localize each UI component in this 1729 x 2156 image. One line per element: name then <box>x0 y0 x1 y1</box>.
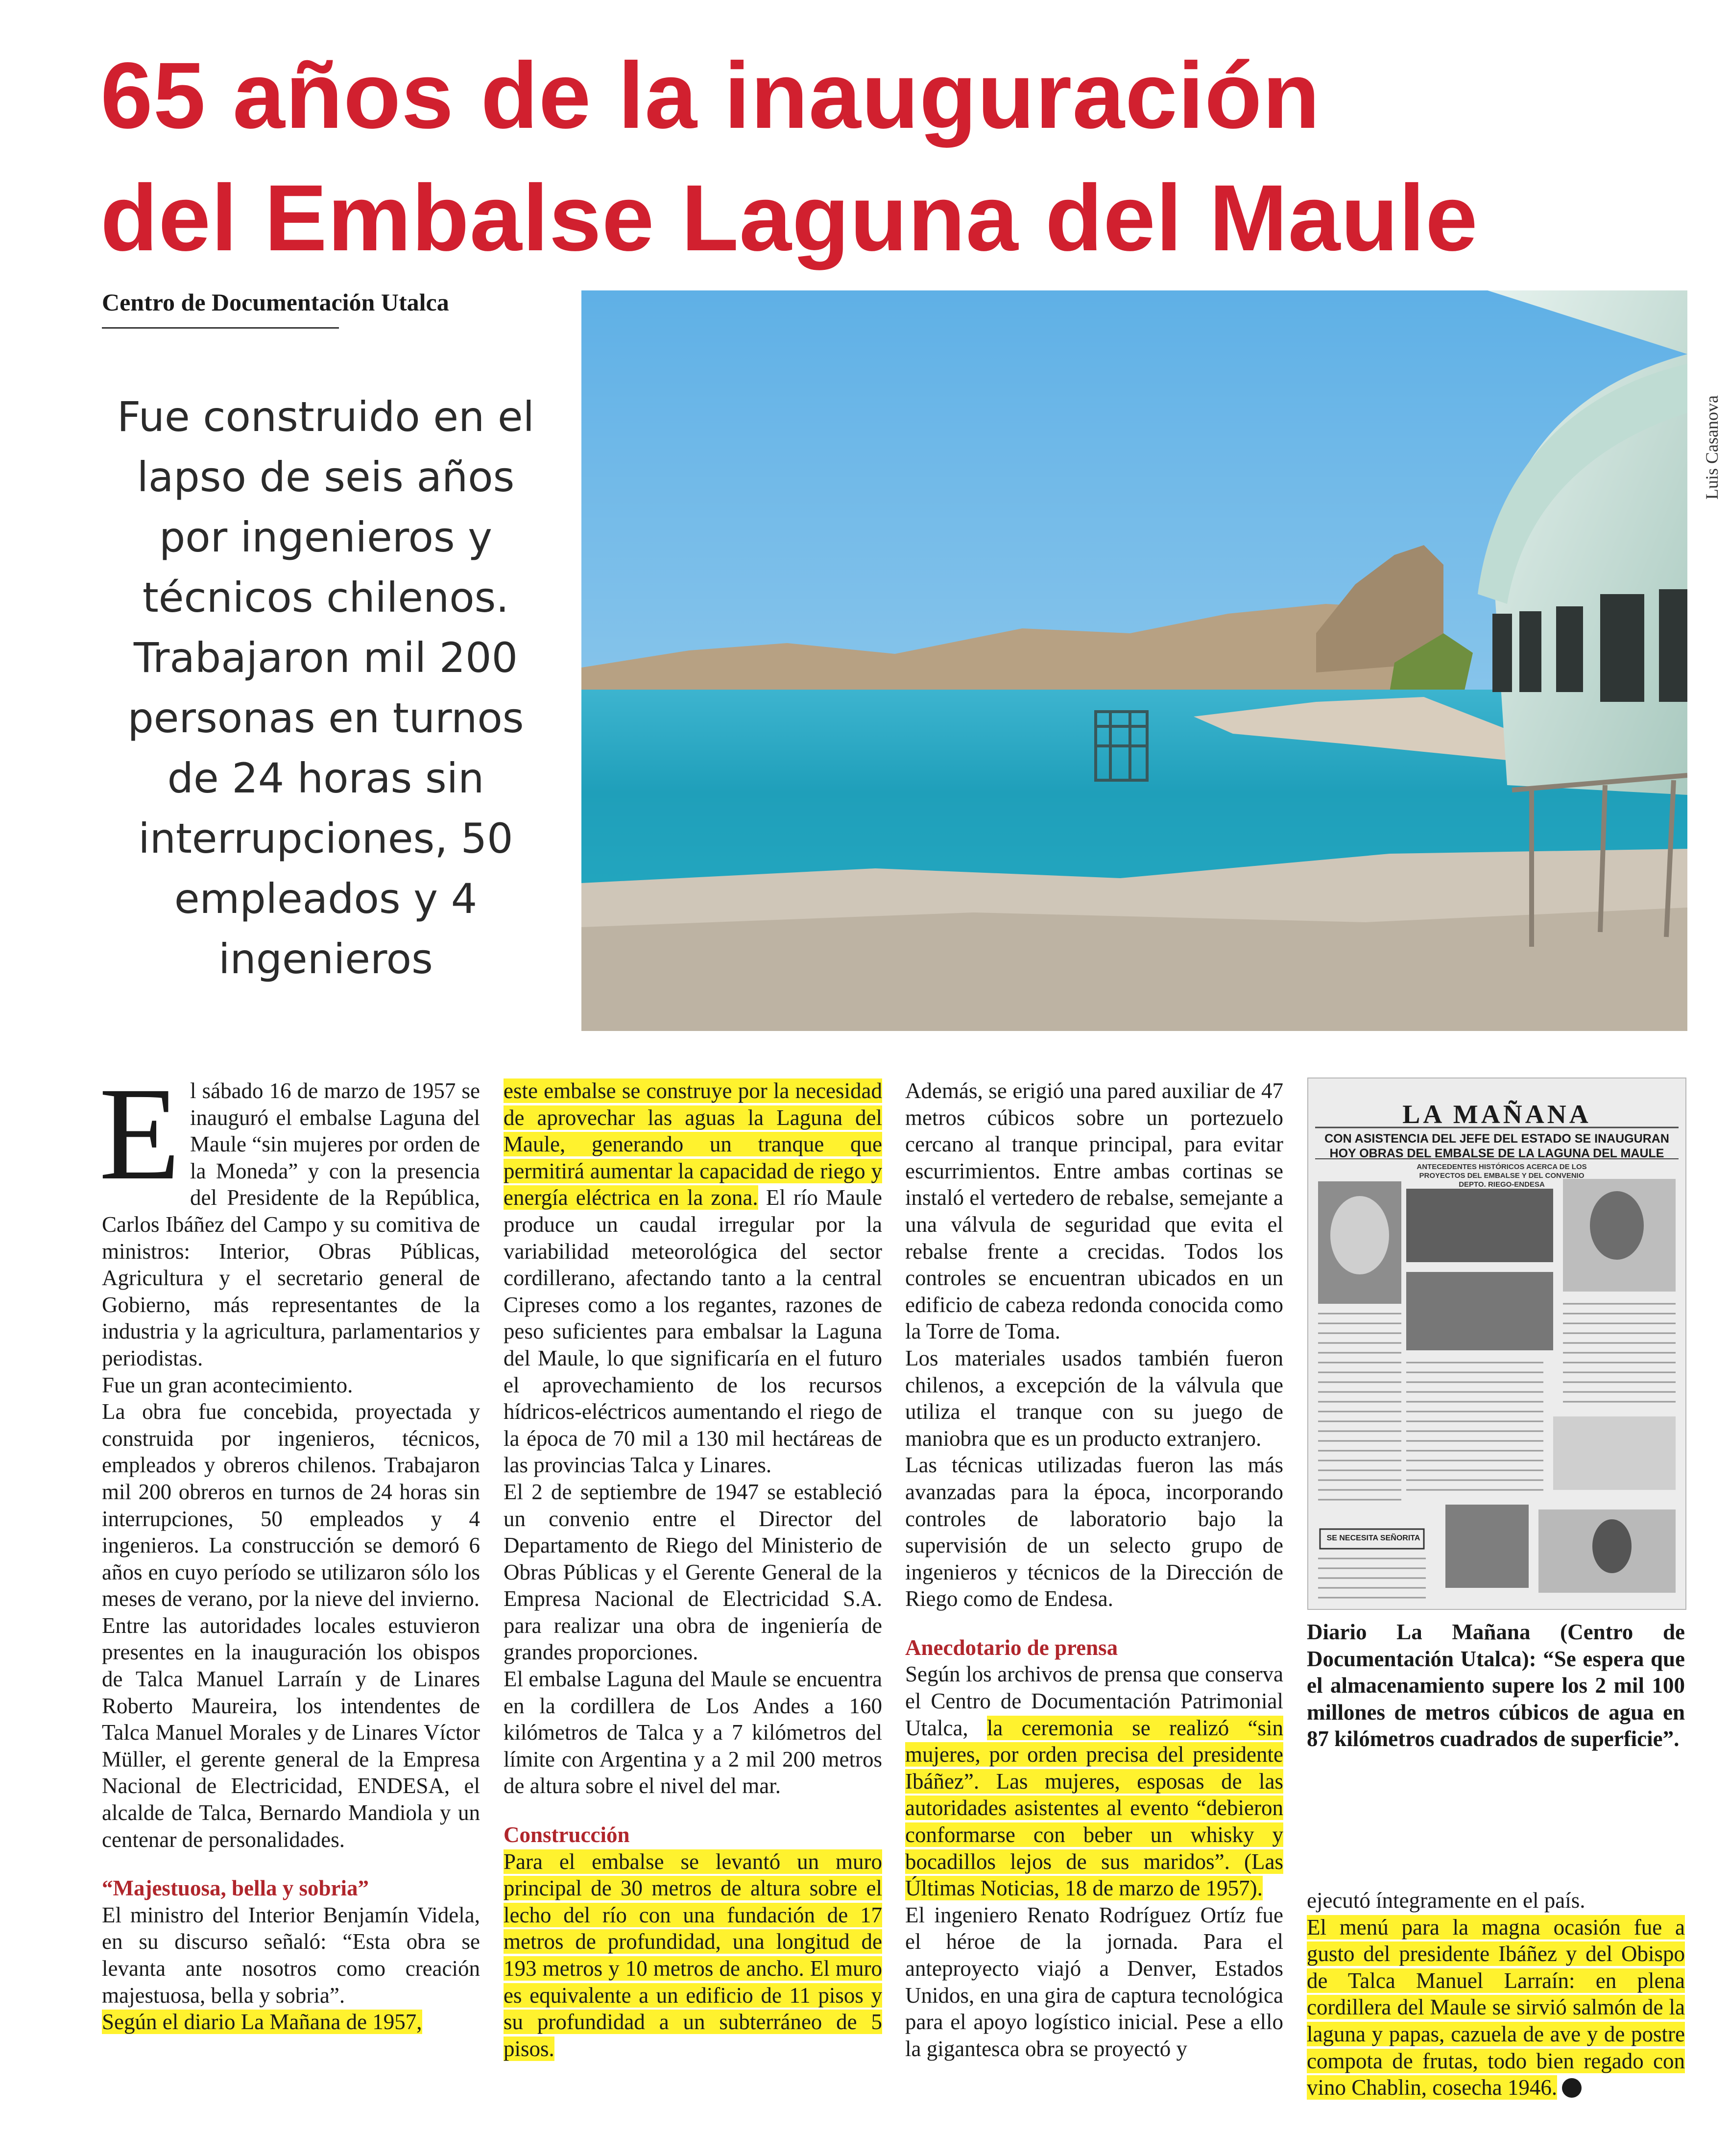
clipping-masthead: LA MAÑANA <box>1402 1100 1591 1129</box>
reservoir-photo-illustration <box>581 290 1687 1031</box>
clipping-classified-box: SE NECESITA SEÑORITA <box>1326 1534 1420 1542</box>
paragraph <box>99 1060 480 1372</box>
headline-line-1: 65 años de la inauguración <box>100 43 1321 148</box>
paragraph: El ingeniero Renato Rodríguez Ortíz fue el héroe de la jornada. Para el anteproyecto viajó a Denver, Estados Unidos, en una gira de captura tecnológica para el apoyo logístico inicial. Pese a ello la gigantesca obra se proyectó y <box>905 1902 1283 2061</box>
paragraph: La obra fue concebida, proyectada y construida por ingenieros, técnicos, empleados y obreros chilenos. Trabajaron mil 200 obreros en turnos de 24 horas sin interrupciones, 50 empleados y 4 ingenieros. La construcción se demoró 6 años en cuyo período se utilizaron sólo los meses de verano, por la nieve del invierno. <box>102 1399 480 1611</box>
spacer <box>504 1799 882 1821</box>
byline-rule <box>102 327 339 329</box>
paragraph: ejecutó íntegramente en el país. <box>1307 1888 1585 1913</box>
paragraph: Además, se erigió una pared auxiliar de 47 metros cúbicos sobre un portezuelo cercano al tranque principal, para evitar escurrimientos. Entre ambas cortinas se instaló el vertedero de rebalse, semejante a una válvula de seguridad que evita el rebalse frente a crecidas. Todos los controles se encuentran ubicados en un edificio de cabeza redonda conocida como la Torre de Toma. <box>905 1078 1283 1344</box>
headline <box>100 34 1668 279</box>
clipping-headline-line-1: CON ASISTENCIA DEL JEFE DEL ESTADO SE INAUGURAN <box>1324 1132 1669 1146</box>
paragraph: El embalse Laguna del Maule se encuentra en la cordillera de Los Andes a 160 kilómetros de Talca y a 7 kilómetros del límite con Argentina y a 2 mil 200 metros de altura sobre el nivel del mar. <box>504 1667 882 1798</box>
article-column-3 <box>905 1078 1283 2062</box>
highlighted-text: este embalse se construye por la necesidad de aprovechar las aguas la Laguna del Maule, generando un tranque que permitirá aumentar la capacidad de riego y energía eléctrica en la zona. <box>504 1078 882 1210</box>
section-subhead: Construcción <box>504 1822 630 1847</box>
clipping-subheadline: ANTECEDENTES HISTÓRICOS ACERCA DE LOS PROYECTOS DEL EMBALSE Y DEL CONVENIO DEPTO. RIEGO-ENDESA <box>1417 1163 1587 1189</box>
section-subhead: Anecdotario de prensa <box>905 1635 1118 1660</box>
highlighted-text: la ceremonia se realizó “sin mujeres, por orden precisa del presidente Ibáñez”. Las mujeres, esposas de las autoridades asistentes al evento “debieron conformarse con beber un whisky y bocadillos lejos de sus maridos”. (Las Últimas Noticias, 18 de marzo de 1957). <box>905 1715 1283 1901</box>
paragraph <box>504 1078 882 1479</box>
newspaper-clipping <box>1307 1078 1686 1610</box>
headline-line-2: del Embalse Laguna del Maule <box>100 165 1478 270</box>
spacer <box>905 1612 1283 1634</box>
section-subhead: “Majestuosa, bella y sobria” <box>102 1876 369 1901</box>
article-column-2 <box>504 1078 882 2062</box>
paragraph: El ministro del Interior Benjamín Videla, en su discurso señaló: “Esta obra se levanta ante nosotros como creación majestuosa, bella y sobria”. <box>102 1902 480 2008</box>
byline: Centro de Documentación Utalca <box>102 288 449 316</box>
article-column-1 <box>99 1060 480 2036</box>
paragraph-text: l sábado 16 de marzo de 1957 se inauguró el embalse Laguna del Maule “sin mujeres por orden de la Moneda” y con la presencia del Presidente de la República, Carlos Ibáñez del Campo y su comitiva de ministros: Interior, Obras Públicas, Agricultura y el secretario general de Gobierno, más representantes de la industria y la agricultura, parlamentarios y periodistas. <box>102 1078 480 1370</box>
paragraph <box>102 2009 480 2036</box>
spacer <box>102 1853 480 1875</box>
end-mark-icon <box>1562 2078 1582 2098</box>
paragraph <box>905 1661 1283 1901</box>
clipping-caption: Diario La Mañana (Centro de Documentación Utalca): “Se espera que el almacenamiento supere los 2 mil 100 millones de metros cúbicos de agua en 87 kilómetros cuadrados de superficie”. <box>1307 1620 1685 1751</box>
paragraph: El 2 de septiembre de 1947 se estableció un convenio entre el Director del Departamento de Riego del Ministerio de Obras Públicas y el Gerente General de la Empresa Nacional de Electricidad S.A. para realizar una obra de ingeniería de grandes proporciones. <box>504 1479 882 1665</box>
reservoir-photo <box>581 290 1687 1031</box>
paragraph-text: Según los archivos de prensa que conserva el Centro de Documentación Patrimonial Utalca, <box>905 1662 1283 1740</box>
clipping-headline-line-2: HOY OBRAS DEL EMBALSE DE LA LAGUNA DEL MAULE <box>1329 1147 1664 1160</box>
lead-text: Fue construido en el lapso de seis años por ingenieros y técnicos chilenos. Trabajaron mil 200 personas en turnos de 24 horas sin interrupciones, 50 empleados y 4 ingenieros <box>117 393 535 983</box>
paragraph-text: El río Maule produce un caudal irregular por la variabilidad meteorológica del sector cordillerano, afectando tanto a la central Cipreses como a los regantes, razones de peso suficientes para embalsar la Laguna del Maule, lo que significaría en el futuro el aprovechamiento de los recursos hídricos-eléctricos aumentando el riego de la época de 70 mil a 130 mil hectáreas de las provincias Talca y Linares. <box>504 1185 882 1478</box>
clipping-headline <box>1314 1131 1680 1161</box>
paragraph: Los materiales usados también fueron chilenos, a excepción de la válvula que utiliza el tranque con su juego de maniobra que es un producto extranjero. <box>905 1345 1283 1451</box>
paragraph: Entre las autoridades locales estuvieron presentes en la inauguración los obispos de Talca Manuel Larraín y de Linares Roberto Maureira, los intendentes de Talca Manuel Morales y de Linares Víctor Müller, el gerente general de la Empresa Nacional de Electricidad, ENDESA, el alcalde de Talca, Bernardo Mandiola y un centenar de personalidades. <box>102 1613 480 1852</box>
paragraph <box>504 1848 882 2062</box>
highlighted-text: El menú para la magna ocasión fue a gusto del presidente Ibáñez y del Obispo de Talca Manuel Larraín: en plena cordillera del Maule se sirvió salmón de la laguna y papas, cazuela de ave y de postre compota de frutas, todo bien regado con vino Chablin, cosecha 1946. <box>1307 1915 1685 2100</box>
photo-credit: Luis Casanova <box>1702 395 1722 500</box>
highlighted-text: Para el embalse se levantó un muro principal de 30 metros de altura sobre el lecho del río con una fundación de 17 metros de profundidad, una longitud de 193 metros y 10 metros de ancho. El muro es equivalente a un edificio de 11 pisos y su profundidad a un subterráneo de 5 pisos. <box>504 1849 882 2061</box>
paragraph: Fue un gran acontecimiento. <box>102 1372 353 1397</box>
drop-cap: E <box>99 1060 181 1207</box>
paragraph: Las técnicas utilizadas fueron las más avanzadas para la época, incorporando controles de laboratorio bajo la supervisión de un selecto grupo de ingenieros y técnicos de la Dirección de Riego como de Endesa. <box>905 1453 1283 1611</box>
highlighted-text: Según el diario La Mañana de 1957, <box>102 2010 422 2035</box>
paragraph <box>1307 1914 1685 2101</box>
article-column-4 <box>1307 1887 1685 2101</box>
